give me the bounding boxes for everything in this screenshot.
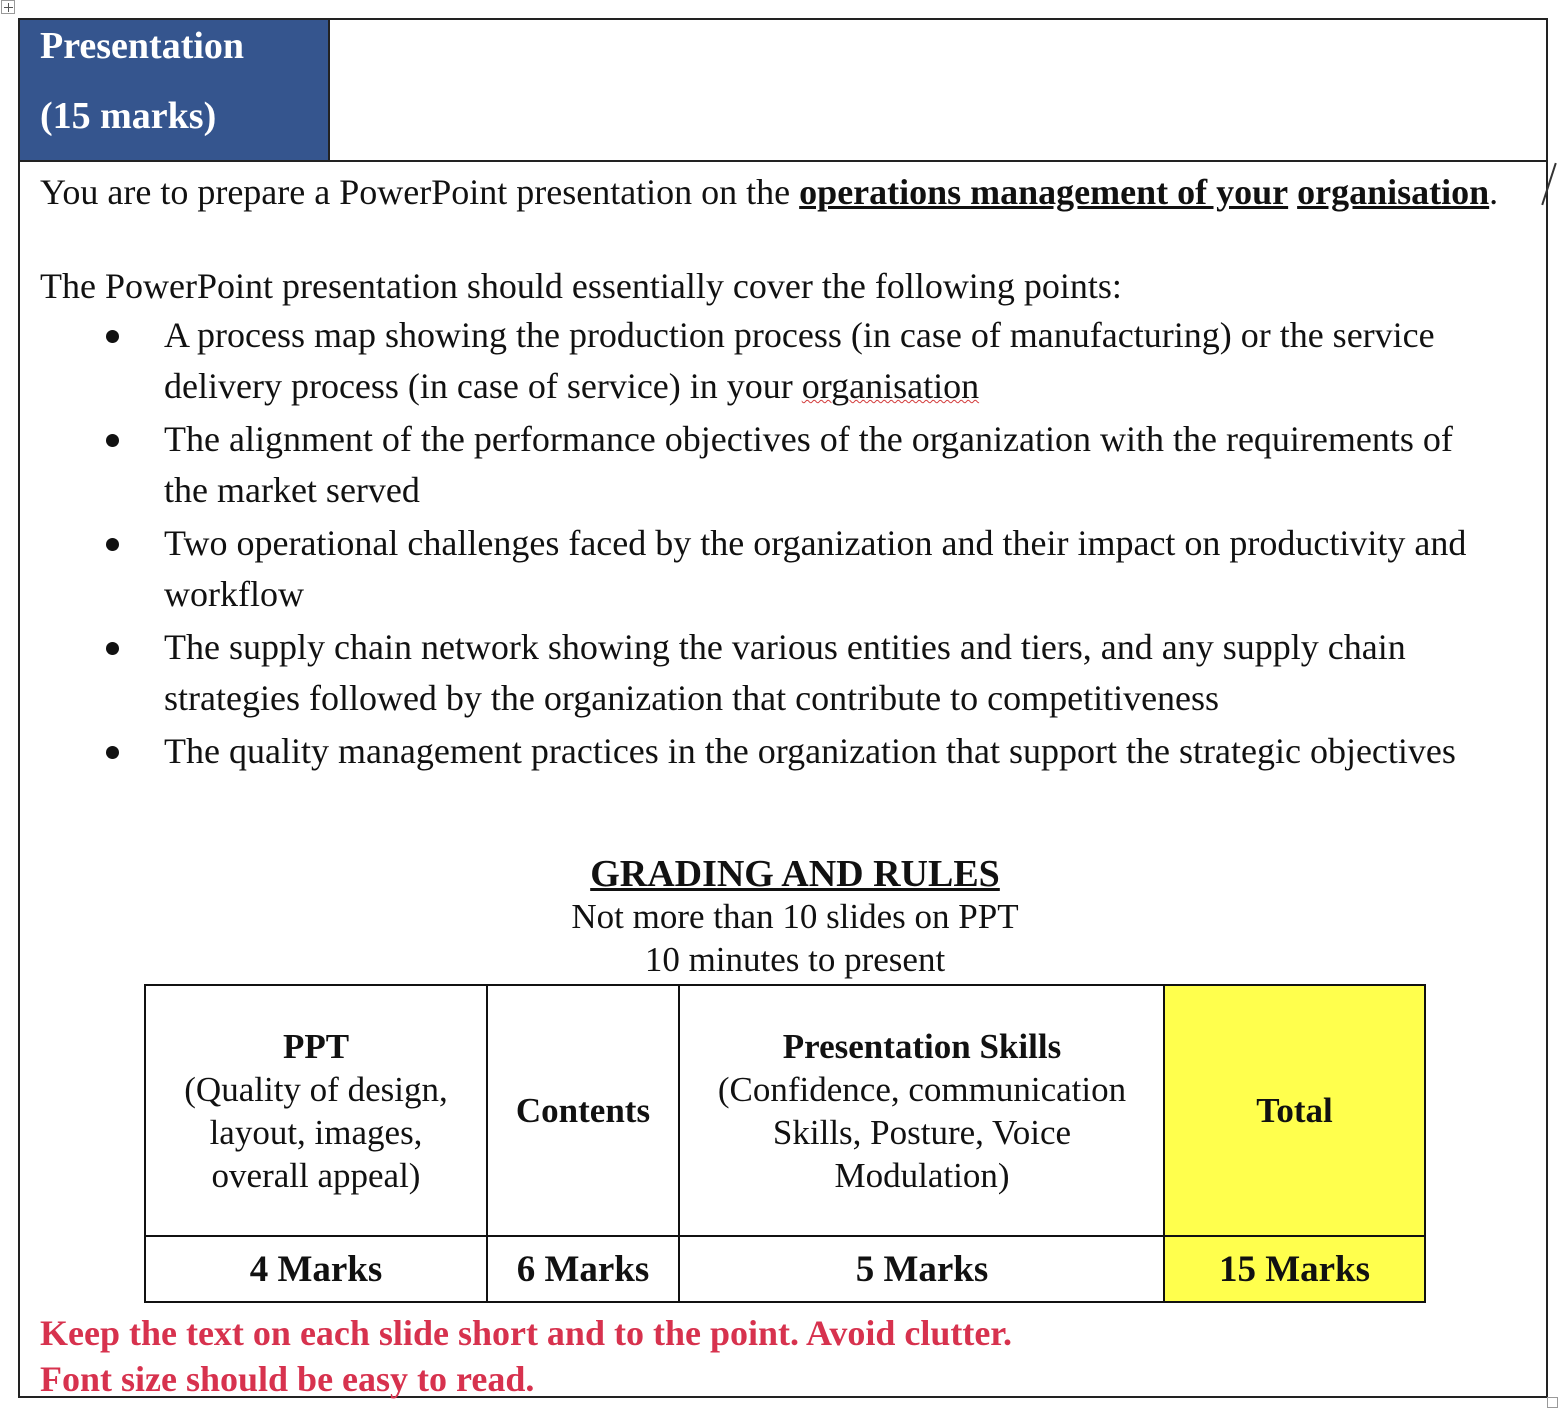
note-font-size: Font size should be easy to read. <box>40 1359 535 1399</box>
list-item <box>100 414 1490 516</box>
ppt-marks: 4 Marks <box>249 1248 383 1290</box>
note-clutter: Keep the text on each slide short and to the point. Avoid clutter. <box>40 1313 1012 1353</box>
contents-header-cell <box>488 986 678 1235</box>
list-item-text: The alignment of the performance objectives of the organization with the requirements of the market served <box>164 419 1453 510</box>
list-item-text: The quality management practices in the organization that support the strategic objectives <box>164 731 1456 771</box>
ppt-criteria-2: layout, images, <box>209 1112 423 1152</box>
grading-table <box>144 984 1426 1303</box>
table-resize-handle[interactable] <box>1547 1397 1558 1408</box>
list-item-text-tail: organisation <box>801 366 980 406</box>
skills-criteria-2: Skills, Posture, Voice <box>772 1112 1072 1152</box>
section-title: Presentation <box>40 25 245 67</box>
list-item-text: Two operational challenges faced by the organization and their impact on productivity and workflow <box>164 523 1467 614</box>
bullet-icon <box>106 434 119 447</box>
intro-emphasis-b: organisation <box>1297 172 1490 212</box>
skills-criteria-1: (Confidence, communication <box>717 1069 1127 1109</box>
requirements-list <box>100 310 1490 779</box>
bullet-icon <box>106 538 119 551</box>
row-divider <box>146 1235 1424 1237</box>
ppt-criteria-3: overall appeal) <box>211 1155 421 1195</box>
list-item-text: The supply chain network showing the various entities and tiers, and any supply chain strategies followed by the organization that contribute to competitiveness <box>164 627 1406 718</box>
column-divider <box>678 986 680 1301</box>
grading-title: GRADING AND RULES <box>590 853 1000 895</box>
skills-marks-cell <box>680 1237 1164 1301</box>
bullet-icon <box>106 330 119 343</box>
ppt-header-cell <box>146 986 486 1235</box>
instructions-cell <box>20 162 1546 1399</box>
list-item-text: A process map showing the production process (in case of manufacturing) or the service delivery process (in case of service) in your <box>164 315 1435 406</box>
total-header: Total <box>1256 1091 1333 1130</box>
total-marks: 15 Marks <box>1218 1248 1371 1290</box>
bullet-icon <box>106 642 119 655</box>
skills-marks: 5 Marks <box>855 1248 989 1290</box>
contents-marks: 6 Marks <box>516 1248 650 1290</box>
grading-rule-slides: Not more than 10 slides on PPT <box>571 897 1019 936</box>
intro-emphasis-a: operations management of your <box>799 172 1289 212</box>
list-item <box>100 518 1490 620</box>
list-item <box>100 726 1490 777</box>
ppt-header: PPT <box>282 1026 350 1066</box>
header-row <box>20 20 1546 162</box>
skills-criteria-3: Modulation) <box>834 1155 1010 1195</box>
column-divider <box>486 986 488 1301</box>
contents-marks-cell <box>488 1237 678 1301</box>
bullet-icon <box>106 746 119 759</box>
list-item <box>100 622 1490 724</box>
grading-rule-time: 10 minutes to present <box>644 940 946 979</box>
ppt-criteria-1: (Quality of design, <box>184 1069 448 1109</box>
table-move-handle[interactable] <box>1 0 15 14</box>
points-lead: The PowerPoint presentation should essentially cover the following points: <box>40 266 1122 306</box>
list-item <box>100 310 1490 412</box>
assignment-table <box>18 18 1548 1398</box>
intro-paragraph <box>40 168 1500 216</box>
total-marks-cell <box>1165 1237 1424 1301</box>
intro-prefix: You are to prepare a PowerPoint presentation on the <box>40 172 800 212</box>
total-header-cell <box>1165 986 1424 1235</box>
skills-header: Presentation Skills <box>782 1026 1062 1066</box>
contents-header: Contents <box>515 1091 651 1130</box>
skills-header-cell <box>680 986 1164 1235</box>
intro-suffix: . <box>1489 172 1499 212</box>
ppt-marks-cell <box>146 1237 486 1301</box>
section-marks: (15 marks) <box>40 95 217 137</box>
column-divider <box>1163 986 1165 1301</box>
section-title-cell <box>20 20 330 160</box>
